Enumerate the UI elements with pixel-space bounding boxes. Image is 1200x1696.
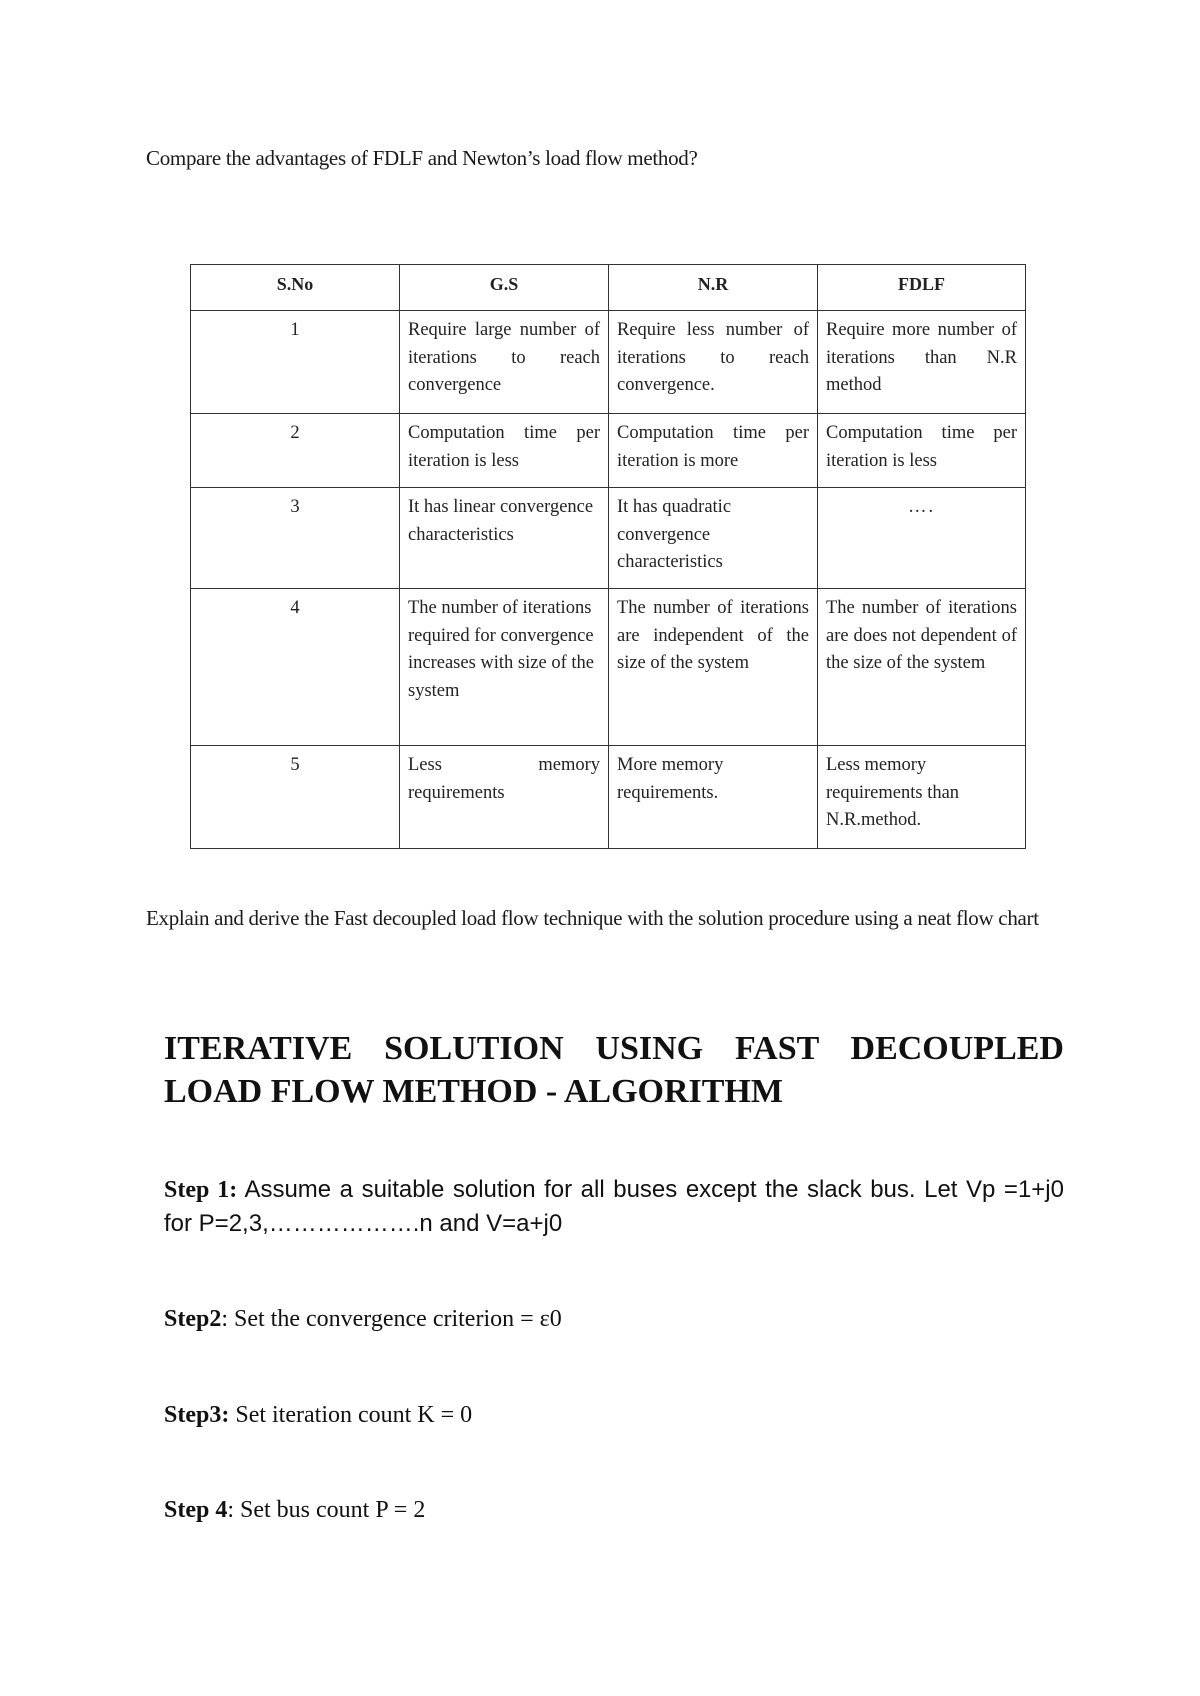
header-sno: S.No	[191, 265, 400, 311]
cell-sno: 2	[191, 414, 400, 488]
table-row	[191, 746, 1026, 849]
cell-nr: It has quadratic convergence characteristics	[609, 488, 818, 589]
cell-gs: Computation time per iteration is less	[400, 414, 609, 488]
step-4	[164, 1493, 1064, 1527]
table-row	[191, 488, 1026, 589]
header-gs: G.S	[400, 265, 609, 311]
header-fdlf: FDLF	[818, 265, 1026, 311]
table-row	[191, 311, 1026, 414]
cell-fdlf: Less memory requirements than N.R.method.	[818, 746, 1026, 849]
comparison-table	[190, 264, 1026, 849]
cell-sno: 3	[191, 488, 400, 589]
step-label: Step 4	[164, 1497, 228, 1523]
step-3	[164, 1398, 1064, 1432]
cell-sno: 1	[191, 311, 400, 414]
step-label: Step 1:	[164, 1177, 238, 1203]
cell-nr: Computation time per iteration is more	[609, 414, 818, 488]
cell-nr: The number of iterations are independent of the size of the system	[609, 589, 818, 746]
cell-fdlf: Require more number of iterations than N.R method	[818, 311, 1026, 414]
step-text: Assume a suitable solution for all buses except the slack bus. Let Vp =1+j0 for P=2,3,……………….n and V=a+j0	[164, 1176, 1064, 1237]
step-text: : Set bus count P = 2	[227, 1497, 426, 1523]
cell-sno: 4	[191, 589, 400, 746]
table-header-row	[191, 265, 1026, 311]
cell-gs: Require large number of iterations to reach convergence	[400, 311, 609, 414]
section-heading: ITERATIVE SOLUTION USING FAST DECOUPLED LOAD FLOW METHOD - ALGORITHM	[164, 1030, 1064, 1110]
cell-nr: Require less number of iterations to reach convergence.	[609, 311, 818, 414]
step-text: : Set the convergence criterion = ε0	[221, 1306, 562, 1332]
cell-gs: The number of iterations required for convergence increases with size of the system	[400, 589, 609, 746]
cell-gs: Less memory requirements	[400, 746, 609, 849]
cell-gs: It has linear convergence characteristics	[400, 488, 609, 589]
table-row	[191, 589, 1026, 746]
step-label: Step2	[164, 1306, 222, 1332]
cell-fdlf: ….	[818, 488, 1026, 589]
step-1	[164, 1173, 1064, 1241]
header-nr: N.R	[609, 265, 818, 311]
cell-sno: 5	[191, 746, 400, 849]
step-label: Step3:	[164, 1402, 230, 1428]
step-2	[164, 1302, 1064, 1336]
question-compare: Compare the advantages of FDLF and Newton’s load flow method?	[146, 146, 698, 170]
cell-fdlf: The number of iterations are does not dependent of the size of the system	[818, 589, 1026, 746]
question-explain: Explain and derive the Fast decoupled load flow technique with the solution procedure using a neat flow chart	[146, 906, 1039, 930]
table-row	[191, 414, 1026, 488]
cell-nr: More memory requirements.	[609, 746, 818, 849]
cell-fdlf: Computation time per iteration is less	[818, 414, 1026, 488]
step-text: Set iteration count K = 0	[229, 1402, 473, 1428]
